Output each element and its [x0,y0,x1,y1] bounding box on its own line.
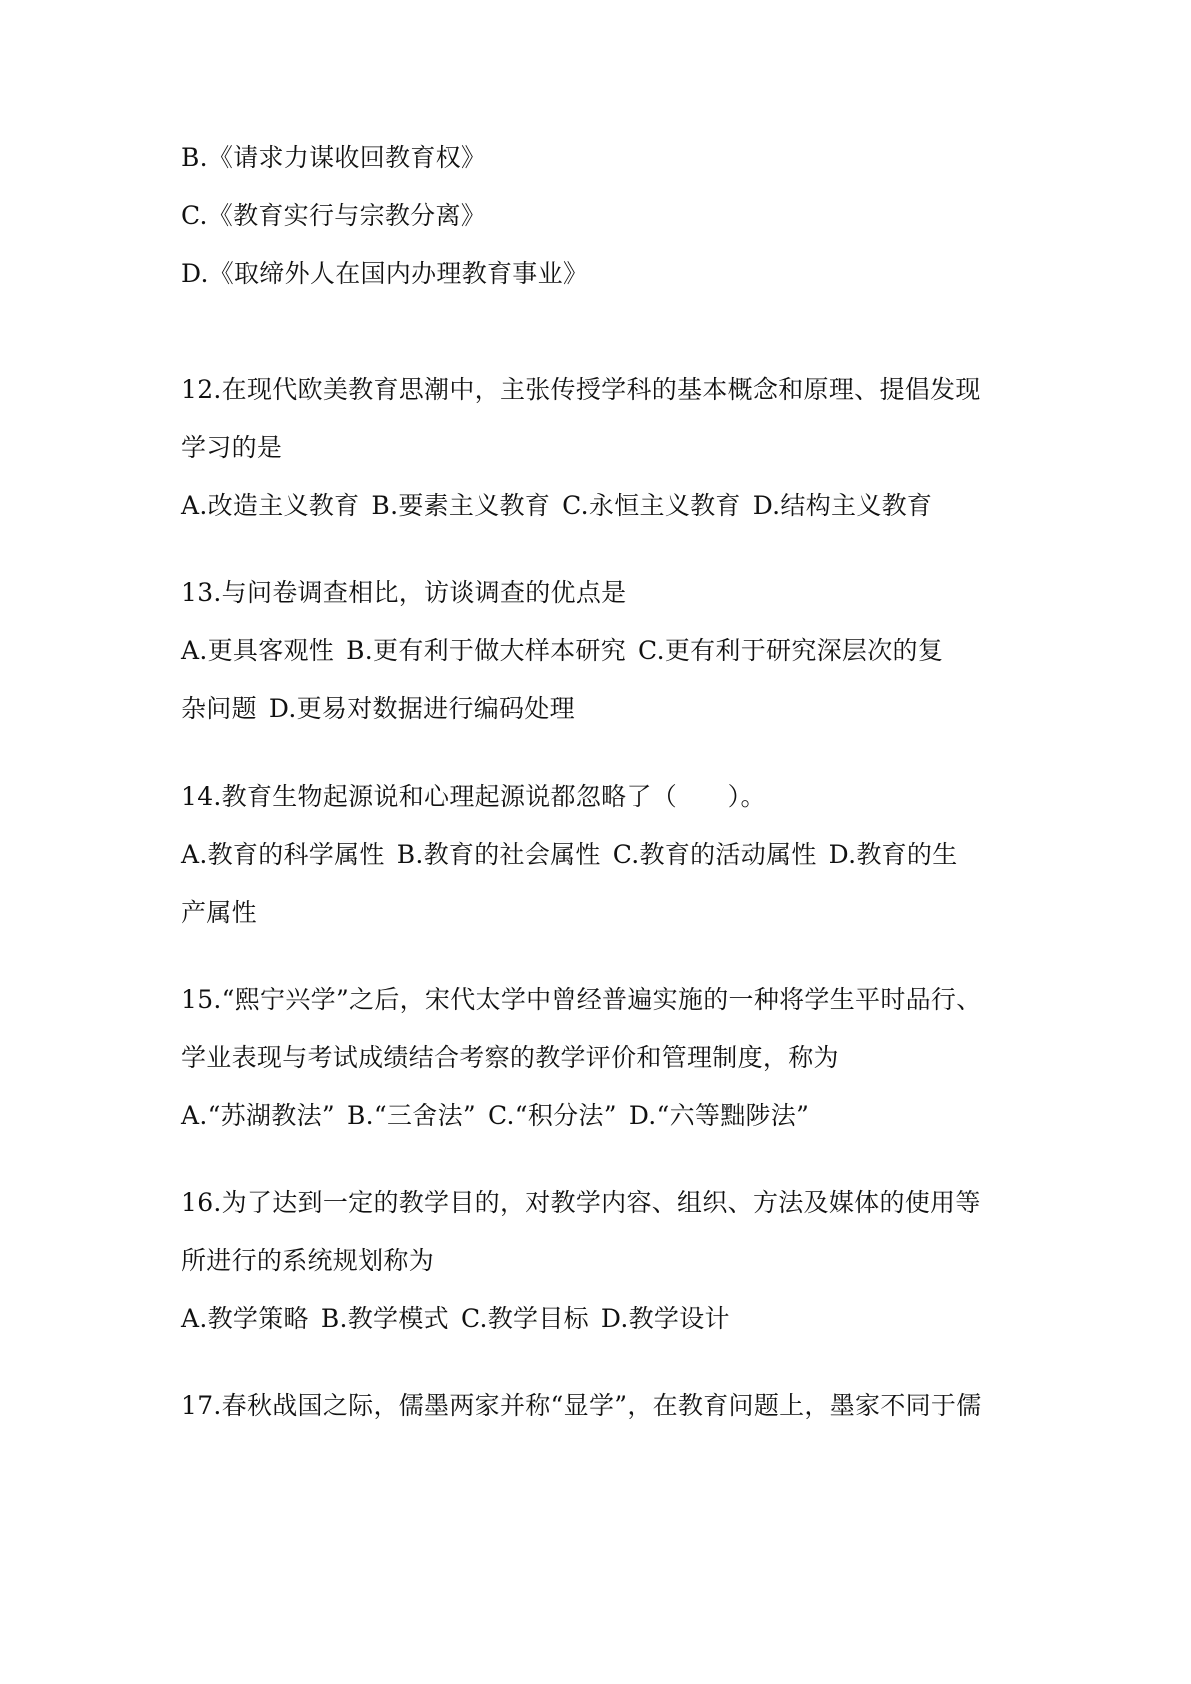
q12-option-a: A.改造主义教育 [181,491,360,520]
q12-stem-line1: 12.在现代欧美教育思潮中，主张传授学科的基本概念和原理、提倡发现 [181,375,981,404]
q12-options [181,489,944,523]
q13-option-b: B.更有利于做大样本研究 [346,636,627,665]
prev-option-c: C.《教育实行与宗教分离》 [181,201,487,230]
q16-options [181,1302,742,1336]
prev-option-b: B.《请求力谋收回教育权》 [181,143,487,172]
q13-options-line1 [181,634,955,668]
q14-option-a: A.教育的科学属性 [181,840,385,869]
q16-option-d: D.教学设计 [600,1304,730,1333]
q12-option-b: B.要素主义教育 [371,491,551,520]
q13-option-d: D.更易对数据进行编码处理 [268,694,575,723]
q13-option-a: A.更具客观性 [181,636,335,665]
q13-stem-line1: 13.与问卷调查相比，访谈调查的优点是 [181,578,627,607]
q14-options-line1 [181,838,970,872]
q15-options [181,1099,821,1133]
q15-option-a: A.“苏湖教法” [181,1101,335,1130]
q15-option-d: D.“六等黜陟法” [628,1101,810,1130]
q17-stem-line1: 17.春秋战国之际，儒墨两家并称“显学”，在教育问题上，墨家不同于儒 [181,1391,982,1420]
q13-options-line2 [181,692,587,726]
q13-option-c-part2: 杂问题 [181,694,257,723]
q15-stem-line2: 学业表现与考试成绩结合考察的教学评价和管理制度，称为 [181,1043,839,1072]
q12-stem-line2: 学习的是 [181,433,283,462]
q14-options-line2: 产属性 [181,898,257,927]
q14-option-b: B.教育的社会属性 [396,840,601,869]
q12-option-c: C.永恒主义教育 [562,491,741,520]
q14-option-c: C.教育的活动属性 [612,840,817,869]
q12-option-d: D.结构主义教育 [752,491,933,520]
q16-option-a: A.教学策略 [181,1304,309,1333]
prev-option-d: D.《取缔外人在国内办理教育事业》 [181,259,589,288]
q15-option-b: B.“三舍法” [346,1101,476,1130]
q16-stem-line1: 16.为了达到一定的教学目的，对教学内容、组织、方法及媒体的使用等 [181,1188,981,1217]
q16-stem-line2: 所进行的系统规划称为 [181,1246,435,1275]
q15-stem-line1: 15.“熙宁兴学”之后，宋代太学中曾经普遍实施的一种将学生平时品行、 [181,985,982,1014]
q14-stem-line1: 14.教育生物起源说和心理起源说都忽略了（ ）。 [181,782,766,811]
q16-option-c: C.教学目标 [460,1304,589,1333]
q15-option-c: C.“积分法” [487,1101,617,1130]
q16-option-b: B.教学模式 [320,1304,449,1333]
q13-option-c-part1: C.更有利于研究深层次的复 [638,636,944,665]
q14-option-d-part1: D.教育的生 [828,840,958,869]
